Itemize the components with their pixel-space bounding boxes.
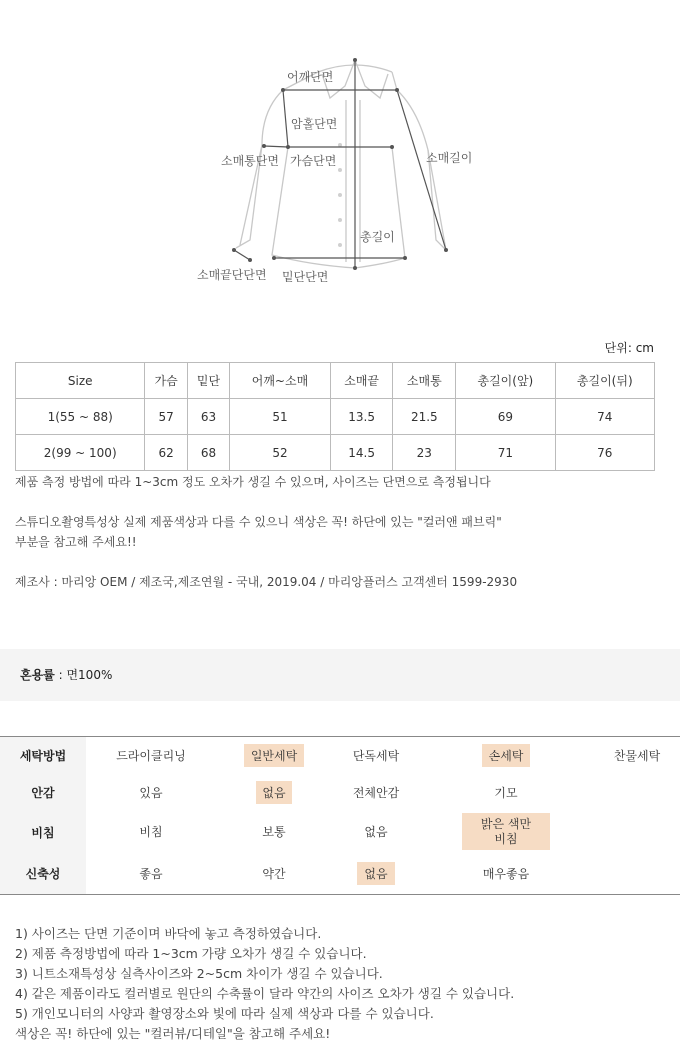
- measurement-diagram: [0, 0, 680, 300]
- care-option-selected: 일반세탁: [244, 744, 304, 767]
- care-option: 기모: [494, 786, 518, 800]
- table-header: 밑단: [187, 363, 229, 399]
- label-armhole: 암홀단면: [291, 117, 338, 131]
- care-option: 매우좋음: [482, 867, 530, 881]
- table-cell: 2(99 ~ 100): [16, 435, 145, 471]
- care-row-label: 세탁방법: [0, 737, 86, 774]
- care-option: 찬물세탁: [613, 749, 661, 763]
- color-note-cont: 부분을 참고해 주세요!!: [15, 535, 137, 549]
- care-option-selected: 없음: [256, 781, 292, 804]
- unit-label: 단위: cm: [604, 341, 654, 355]
- table-header: 가슴: [145, 363, 187, 399]
- table-header: 어깨~소매: [230, 363, 331, 399]
- care-row-label: 비침: [0, 811, 86, 853]
- label-cuff: 소매끝단단면: [197, 268, 267, 282]
- note-line: 1) 사이즈는 단면 기준이며 바닥에 놓고 측정하였습니다.: [15, 926, 322, 941]
- measurement-note: 제품 측정 방법에 따라 1~3cm 정도 오차가 생길 수 있으며, 사이즈는 단면으로 측정됩니다: [15, 475, 491, 489]
- table-cell: 21.5: [393, 399, 456, 435]
- table-cell: 13.5: [330, 399, 393, 435]
- table-cell: 51: [230, 399, 331, 435]
- table-cell: 68: [187, 435, 229, 471]
- care-option: 좋음: [139, 867, 163, 881]
- care-option: 약간: [262, 867, 286, 881]
- table-header: Size: [16, 363, 145, 399]
- care-row-sheerness: [0, 811, 680, 853]
- care-option: 보통: [262, 825, 286, 839]
- care-table: [0, 736, 680, 895]
- label-hem: 밑단단면: [282, 270, 329, 284]
- note-line: 2) 제품 측정방법에 따라 1~3cm 가량 오차가 생길 수 있습니다.: [15, 946, 367, 961]
- table-row: [16, 435, 655, 471]
- label-sleeve-length: 소매길이: [426, 151, 473, 165]
- table-cell: 23: [393, 435, 456, 471]
- care-row-washing: [0, 737, 680, 774]
- table-header: 총길이(뒤): [555, 363, 654, 399]
- fabric-composition: [0, 649, 680, 701]
- care-row-stretch: [0, 853, 680, 894]
- table-cell: 52: [230, 435, 331, 471]
- care-option: 단독세탁: [352, 749, 400, 763]
- care-option-selected: 밝은 색만 비침: [462, 813, 550, 850]
- fabric-label: 혼용률: [20, 668, 55, 682]
- table-cell: 76: [555, 435, 654, 471]
- manufacturer-info: 제조사 : 마리앙 OEM / 제조국,제조연월 - 국내, 2019.04 / 마리앙플러스 고객센터 1599-2930: [15, 575, 518, 589]
- table-header: 소매통: [393, 363, 456, 399]
- note-line: 5) 개인모니터의 사양과 촬영장소와 빛에 따라 실제 색상과 다를 수 있습니다.: [15, 1006, 434, 1021]
- note-line: 4) 같은 제품이라도 컬러별로 원단의 수축률이 달라 약간의 사이즈 오차가 생길 수 있습니다.: [15, 986, 515, 1001]
- care-option: 있음: [139, 786, 163, 800]
- care-option-selected: 없음: [357, 862, 395, 885]
- table-row: [16, 399, 655, 435]
- table-cell: 1(55 ~ 88): [16, 399, 145, 435]
- care-row-label: 신축성: [0, 853, 86, 894]
- size-notes: [15, 924, 514, 1044]
- shirt-illustration: [0, 0, 680, 300]
- table-cell: 69: [456, 399, 555, 435]
- care-option: 없음: [364, 825, 388, 839]
- label-total-length: 총길이: [360, 230, 395, 244]
- label-sleeve-width: 소매통단면: [221, 154, 279, 168]
- table-header: 총길이(앞): [456, 363, 555, 399]
- care-option: 전체안감: [352, 786, 400, 800]
- label-chest: 가슴단면: [290, 154, 337, 168]
- table-cell: 14.5: [330, 435, 393, 471]
- color-note: 스튜디오촬영특성상 실제 제품색상과 다를 수 있으니 색상은 꼭! 하단에 있는 "컬러앤 패브릭": [15, 515, 502, 529]
- table-cell: 57: [145, 399, 187, 435]
- care-row-label: 안감: [0, 774, 86, 811]
- care-row-lining: [0, 774, 680, 811]
- care-option: 드라이클리닝: [116, 749, 186, 763]
- table-cell: 62: [145, 435, 187, 471]
- care-option-selected: 손세탁: [482, 744, 530, 767]
- table-header: 소매끝: [330, 363, 393, 399]
- table-cell: 71: [456, 435, 555, 471]
- care-option: 비침: [139, 825, 163, 839]
- label-shoulder: 어깨단면: [287, 70, 334, 84]
- table-header-row: [16, 363, 655, 399]
- fabric-value: : 면100%: [54, 668, 113, 682]
- size-table: [15, 362, 655, 471]
- note-line: 색상은 꼭! 하단에 있는 "컬러뷰/디테일"을 참고해 주세요!: [15, 1026, 331, 1041]
- table-cell: 63: [187, 399, 229, 435]
- table-cell: 74: [555, 399, 654, 435]
- note-line: 3) 니트소재특성상 실측사이즈와 2~5cm 차이가 생길 수 있습니다.: [15, 966, 383, 981]
